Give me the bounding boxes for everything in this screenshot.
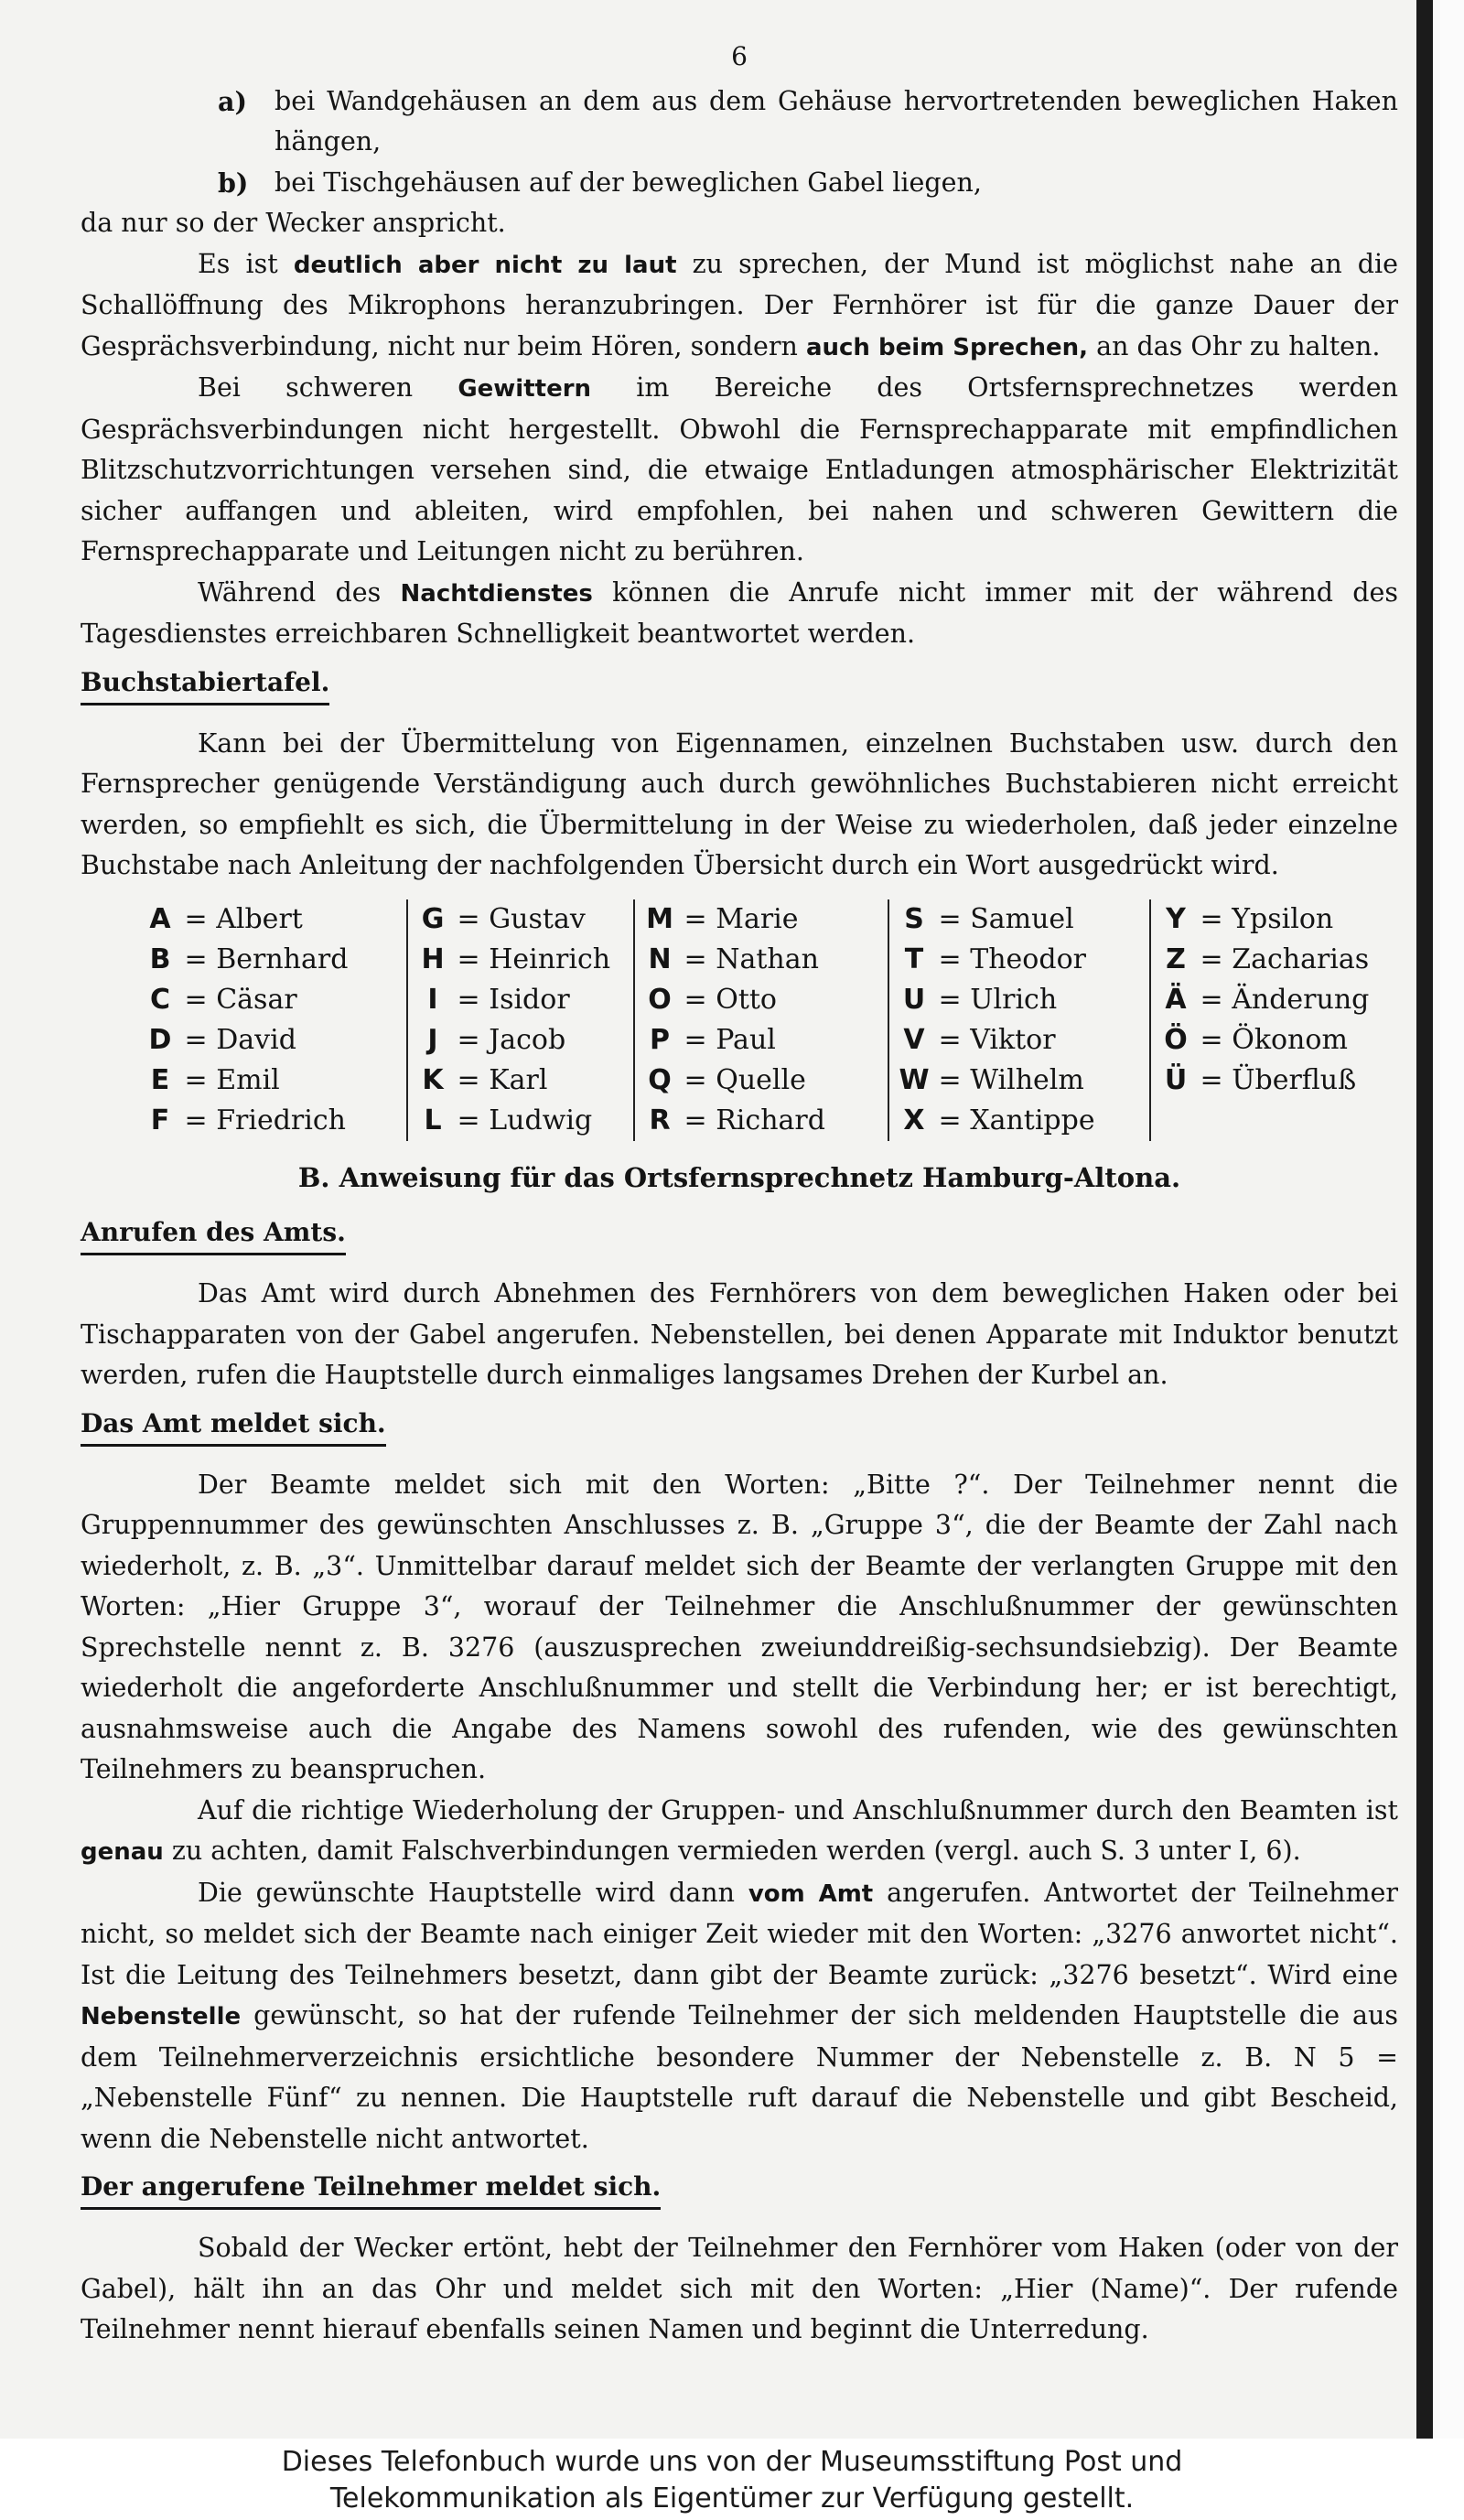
emphasis-text: Nachtdienstes <box>400 579 593 608</box>
spelling-word: = Gustav <box>457 902 586 935</box>
spelling-letter: W <box>899 1063 930 1096</box>
spelling-word: = Jacob <box>457 1023 566 1056</box>
spelling-entry <box>899 899 1125 940</box>
spelling-word: = Ökonom <box>1200 1023 1348 1056</box>
list-label-a: a) <box>218 85 247 117</box>
heading-angerufene-teilnehmer: Der angerufene Teilnehmer meldet sich. <box>81 2169 661 2210</box>
spelling-entry <box>644 899 864 940</box>
text-run: an das Ohr zu halten. <box>1088 330 1381 361</box>
spelling-word: = Überfluß <box>1200 1063 1357 1096</box>
spelling-word: = Änderung <box>1200 983 1370 1016</box>
spelling-letter: N <box>648 942 672 975</box>
spelling-entry <box>145 1101 382 1141</box>
spelling-entry <box>899 940 1125 980</box>
list-item-a <box>218 81 1398 163</box>
paragraph-night-service <box>81 573 1398 655</box>
text-run: Auf die richtige Wiederholung der Gruppen- und Anschlußnummer durch den Beamten ist <box>198 1794 1398 1825</box>
heading-buchstabiertafel: Buchstabiertafel. <box>81 664 329 705</box>
list-text-b: bei Tischgehäusen auf der beweglichen Gabel liegen, <box>274 167 982 198</box>
footer-credit <box>0 2439 1464 2520</box>
spelling-letter: X <box>903 1104 925 1136</box>
spelling-entry <box>644 1101 864 1141</box>
spelling-letter: O <box>648 983 672 1016</box>
spelling-entry <box>417 980 609 1020</box>
heading-anrufen-des-amts: Anrufen des Amts. <box>81 1214 346 1255</box>
heading-amt-meldet-sich: Das Amt meldet sich. <box>81 1405 386 1447</box>
spelling-letter: Q <box>648 1063 672 1096</box>
spelling-letter: V <box>903 1023 925 1056</box>
spelling-entry <box>145 899 382 940</box>
spelling-word: = David <box>184 1023 296 1056</box>
footer-line-2: Telekommunikation als Eigentümer zur Verfügung gestellt. <box>329 2482 1135 2515</box>
spelling-letter: M <box>646 902 673 935</box>
spelling-entry <box>145 1061 382 1101</box>
spelling-entry <box>1160 1020 1389 1061</box>
spelling-table <box>135 899 1416 1141</box>
spelling-letter: L <box>424 1104 442 1136</box>
spelling-word: = Quelle <box>684 1063 806 1096</box>
spelling-letter: Y <box>1166 902 1186 935</box>
spelling-letter: U <box>902 983 926 1016</box>
page-margin <box>1433 0 1464 2439</box>
emphasis-text: Gewittern <box>458 375 592 403</box>
paragraph-speaking <box>81 244 1398 369</box>
spelling-letter: Ü <box>1164 1063 1188 1096</box>
paragraph-calling-exchange: Das Amt wird durch Abnehmen des Fernhörers von dem beweglichen Haken oder bei Tischapparaten von der Gabel angerufen. Nebenstellen, bei denen Apparate mit Induktor benutzt werden, rufen die Hauptstelle durch einmaliges langsames Drehen der Kurbel an. <box>81 1278 1398 1390</box>
spelling-column <box>889 899 1151 1141</box>
spelling-entry <box>899 980 1125 1020</box>
spelling-entry <box>644 980 864 1020</box>
spelling-letter: S <box>904 902 924 935</box>
emphasis-text: deutlich aber nicht zu laut <box>293 251 677 279</box>
spelling-word: = Friedrich <box>184 1104 346 1136</box>
text-run: angerufen. Antwortet der Teilnehmer nicht, so meldet sich der Beamte nach einiger Zeit wieder mit den Worten: „3276 anwortet nicht“. Ist die Leitung des Teilnehmers besetzt, dann gibt der Beamte zurück: „3276 besetzt“. Wird eine <box>81 1877 1398 1990</box>
spelling-word: = Marie <box>684 902 799 935</box>
text-run: zu sprechen, der Mund ist möglichst nahe an die Schallöffnung des Mikrophons heranzubringen. Der Fernhörer ist für die ganze Dauer der Gesprächsverbindung, nicht nur beim Hören, sondern <box>81 248 1399 361</box>
emphasis-text: Nebenstelle <box>81 2003 242 2030</box>
spelling-word: = Emil <box>184 1063 280 1096</box>
footer-line-1: Dieses Telefonbuch wurde uns von der Museumsstiftung Post und <box>281 2446 1183 2478</box>
spelling-word: = Heinrich <box>457 942 611 975</box>
text-run: zu achten, damit Falschverbindungen vermieden werden (vergl. auch S. 3 unter I, 6). <box>163 1836 1301 1866</box>
list-text-a: bei Wandgehäusen an dem aus dem Gehäuse hervortretenden beweglichen Haken hängen, <box>274 85 1398 156</box>
spelling-entry <box>417 940 609 980</box>
spelling-entry <box>417 1020 609 1061</box>
paragraph-repetition <box>81 1791 1398 1873</box>
spelling-letter: Ö <box>1164 1023 1188 1056</box>
spelling-letter: I <box>427 983 438 1016</box>
list-item-b <box>218 163 1398 204</box>
spelling-letter: T <box>904 942 924 975</box>
text-run: Während des <box>198 576 401 608</box>
spelling-letter: H <box>421 942 445 975</box>
emphasis-text: genau <box>81 1838 164 1866</box>
spelling-word: = Ulrich <box>938 983 1058 1016</box>
spelling-word: = Albert <box>184 902 303 935</box>
text-run: können die Anrufe nicht immer mit der während des Tagesdienstes erreichbaren Schnelligkeit beantwortet werden. <box>81 576 1398 649</box>
spelling-word: = Ypsilon <box>1200 902 1334 935</box>
spelling-entry <box>145 1020 382 1061</box>
spelling-entry <box>145 940 382 980</box>
text-run: Bei schweren <box>198 372 458 403</box>
paragraph-spelling: Kann bei der Übermittelung von Eigennamen, einzelnen Buchstaben usw. durch den Fernsprecher genügende Verständigung auch durch gewöhnliches Buchstabieren nicht erreicht werden, so empfiehlt es sich, die Übermittelung in der Weise zu wiederholen, daß jeder einzelne Buchstabe nach Anleitung der nachfolgenden Übersicht durch ein Wort ausgedrückt wird. <box>81 727 1398 880</box>
spelling-letter: Ä <box>1165 983 1187 1016</box>
spelling-entry <box>417 1061 609 1101</box>
spelling-word: = Ludwig <box>457 1104 593 1136</box>
spelling-word: = Samuel <box>938 902 1074 935</box>
spelling-entry <box>644 1020 864 1061</box>
spelling-column <box>135 899 408 1141</box>
spelling-word: = Otto <box>684 983 777 1016</box>
page-number: 6 <box>731 41 748 71</box>
paragraph-operator-answers: Der Beamte meldet sich mit den Worten: „Bitte ?“. Der Teilnehmer nennt die Gruppennummer des gewünschten Anschlusses z. B. „Gruppe 3“, die der Beamte der Zahl nach wiederholt, z. B. „3“. Unmittelbar darauf meldet sich der Beamte der verlangten Gruppe mit den Worten: „Hier Gruppe 3“, worauf der Teilnehmer die Anschlußnummer der gewünschten Sprechstelle nennt z. B. 3276 (auszusprechen zweiunddreißig-sechsundsiebzig). Der Beamte wiederholt die angeforderte Anschlußnummer und stellt die Verbindung her; er ist berechtigt, ausnahmsweise auch die Angabe des Namens sowohl des rufenden, wie des gewünschten Teilnehmers zu beanspruchen. <box>81 1469 1398 1784</box>
section-b-title: B. Anweisung für das Ortsfernsprechnetz Hamburg-Altona. <box>297 1161 1181 1193</box>
text-run: Es ist <box>198 248 294 279</box>
spelling-entry <box>899 1101 1125 1141</box>
spelling-entry <box>417 899 609 940</box>
spelling-column <box>1151 899 1413 1141</box>
spelling-word: = Viktor <box>938 1023 1056 1056</box>
list-label-b: b) <box>218 167 249 199</box>
paragraph-thunderstorm <box>81 368 1398 573</box>
spelling-letter: A <box>149 902 171 935</box>
spelling-word: = Wilhelm <box>938 1063 1084 1096</box>
spelling-letter: P <box>650 1023 670 1056</box>
spelling-word: = Theodor <box>938 942 1086 975</box>
emphasis-text: vom Amt <box>748 1879 874 1908</box>
spelling-entry <box>899 1020 1125 1061</box>
text-run: gewünscht, so hat der rufende Teilnehmer der sich meldenden Hauptstelle die aus dem Teilnehmerverzeichnis ersichtliche besondere Nummer der Nebenstelle z. B. N 5 = „Nebenstelle Fünf“ zu nennen. Die Hauptstelle ruft darauf die Nebenstelle und gibt Bescheid, wenn die Nebenstelle nicht antwortet. <box>81 2000 1398 2154</box>
spelling-letter: R <box>649 1104 671 1136</box>
spelling-word: = Richard <box>684 1104 825 1136</box>
spelling-entry <box>644 1061 864 1101</box>
spelling-word: = Zacharias <box>1200 942 1370 975</box>
spelling-letter: G <box>421 902 445 935</box>
spelling-entry <box>1160 899 1389 940</box>
spelling-word: = Xantippe <box>938 1104 1095 1136</box>
spelling-entry <box>1160 980 1389 1020</box>
page-binding-edge <box>1416 0 1433 2439</box>
spelling-entry <box>145 980 382 1020</box>
spelling-letter: D <box>148 1023 172 1056</box>
spelling-letter: K <box>422 1063 444 1096</box>
spelling-word: = Nathan <box>684 942 819 975</box>
spelling-word: = Bernhard <box>184 942 349 975</box>
spelling-letter: F <box>150 1104 170 1136</box>
spelling-word: = Cäsar <box>184 983 297 1016</box>
spelling-word: = Karl <box>457 1063 548 1096</box>
list-continuation: da nur so der Wecker anspricht. <box>81 208 506 238</box>
spelling-column <box>635 899 889 1141</box>
paragraph-main-station <box>81 1873 1398 2160</box>
emphasis-text: auch beim Sprechen, <box>805 333 1089 361</box>
spelling-letter: B <box>149 942 171 975</box>
page-content <box>81 37 1398 2351</box>
spelling-letter: J <box>427 1023 438 1056</box>
spelling-column <box>408 899 635 1141</box>
spelling-entry <box>1160 1061 1389 1101</box>
spelling-entry <box>1160 940 1389 980</box>
paragraph-called-party: Sobald der Wecker ertönt, hebt der Teilnehmer den Fernhörer vom Haken (oder von der Gabel), hält ihn an das Ohr und meldet sich mit den Worten: „Hier (Name)“. Der rufende Teilnehmer nennt hierauf ebenfalls seinen Namen und beginnt die Unterredung. <box>81 2233 1398 2344</box>
spelling-letter: Z <box>1166 942 1186 975</box>
spelling-letter: C <box>149 983 171 1016</box>
text-run: im Bereiche des Ortsfernsprechnetzes werden Gesprächsverbindungen nicht hergestellt. Obwohl die Fernsprechapparate mit empfindlichen Blitzschutzvorrichtungen versehen sind, die etwaige Entladungen atmosphärischer Elektrizität sicher auffangen und ableiten, wird empfohlen, bei nahen und schweren Gewittern die Fernsprechapparate und Leitungen nicht zu berühren. <box>81 372 1398 566</box>
text-run: Die gewünschte Hauptstelle wird dann <box>198 1877 748 1908</box>
spelling-word: = Isidor <box>457 983 570 1016</box>
spelling-entry <box>899 1061 1125 1101</box>
spelling-word: = Paul <box>684 1023 776 1056</box>
spelling-entry <box>417 1101 609 1141</box>
spelling-letter: E <box>150 1063 170 1096</box>
spelling-entry <box>644 940 864 980</box>
